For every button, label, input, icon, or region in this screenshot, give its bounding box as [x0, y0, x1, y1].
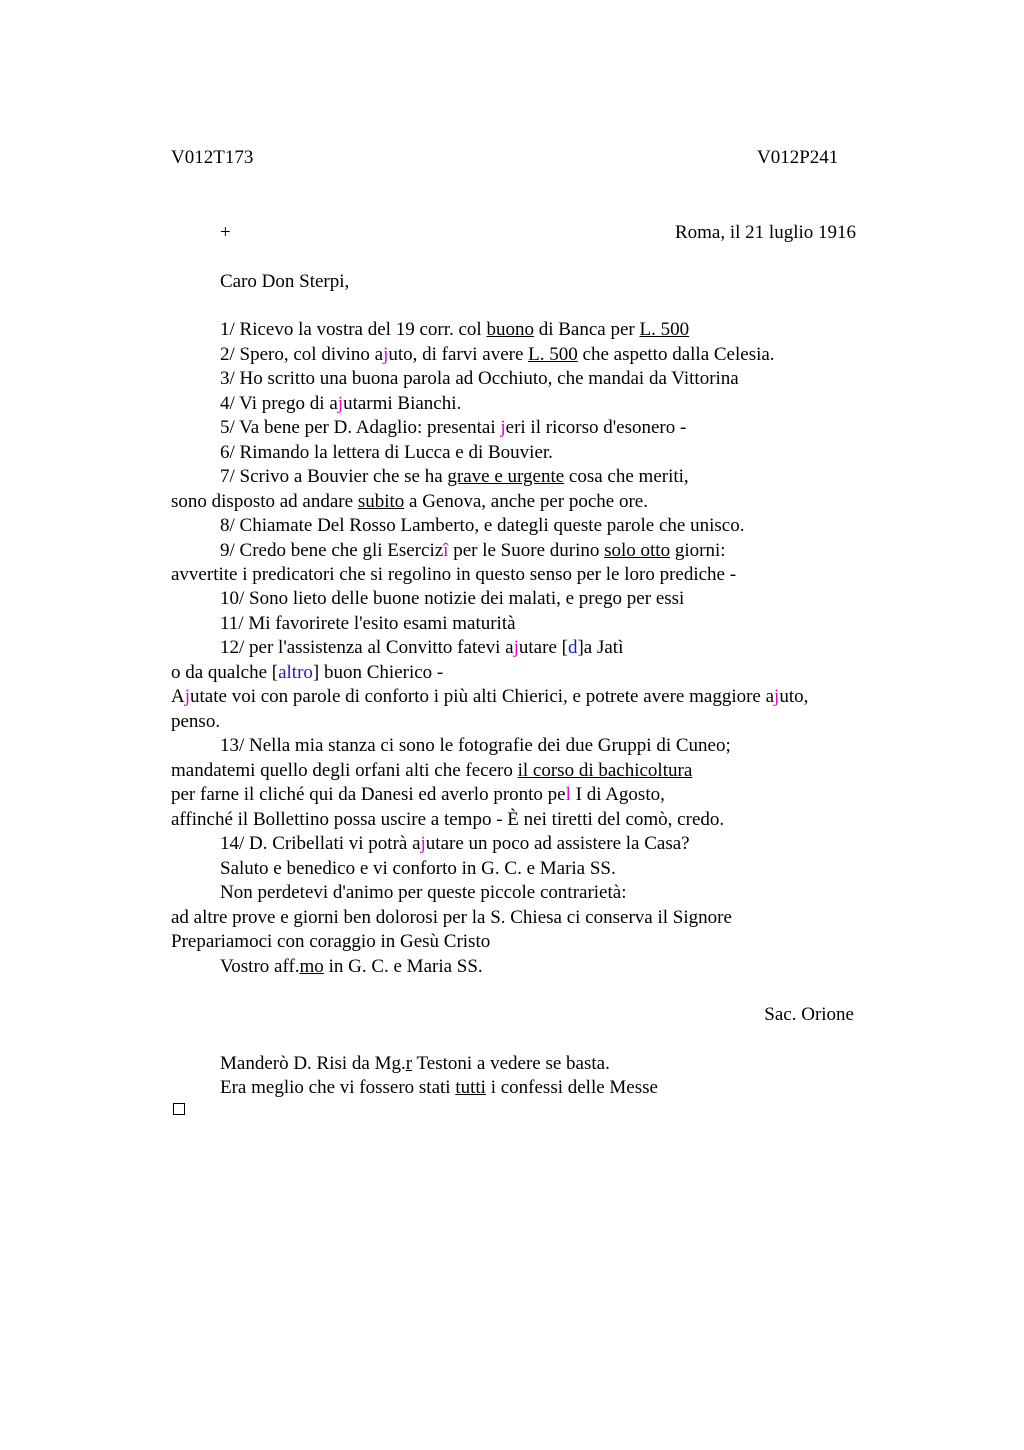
postscript-line: Manderò D. Risi da Mg.r Testoni a vedere se basta. [220, 1053, 610, 1074]
letter-line: 2/ Spero, col divino ajuto, di farvi avere L. 500 che aspetto dalla Celesia. [220, 344, 775, 365]
letter-line: ad altre prove e giorni ben dolorosi per la S. Chiesa ci conserva il Signore [171, 907, 732, 928]
salutation: Caro Don Sterpi, [220, 271, 350, 292]
letter-line: affinché il Bollettino possa uscire a tempo - È nei tiretti del comò, credo. [171, 809, 725, 830]
letter-line: avvertite i predicatori che si regolino in questo senso per le loro prediche - [171, 564, 737, 585]
letter-line: per farne il cliché qui da Danesi ed averlo pronto pel I di Agosto, [171, 784, 665, 805]
letter-line: Saluto e benedico e vi conforto in G. C. e Maria SS. [220, 858, 616, 879]
end-of-document-box-icon [173, 1103, 185, 1115]
letter-line: 14/ D. Cribellati vi potrà ajutare un poco ad assistere la Casa? [220, 833, 690, 854]
letter-line: Ajutate voi con parole di conforto i più alti Chierici, e potrete avere maggiore ajuto, [171, 686, 809, 707]
cross-mark: + [220, 222, 231, 243]
letter-line: 7/ Scrivo a Bouvier che se ha grave e urgente cosa che meriti, [220, 466, 689, 487]
postscript-line: Era meglio che vi fossero stati tutti i confessi delle Messe [220, 1077, 658, 1098]
doc-code-left: V012T173 [171, 147, 254, 168]
closing-line: Vostro aff.mo in G. C. e Maria SS. [220, 956, 483, 977]
letter-line: 6/ Rimando la lettera di Lucca e di Bouvier. [220, 442, 553, 463]
letter-line: 1/ Ricevo la vostra del 19 corr. col buono di Banca per L. 500 [220, 319, 690, 340]
letter-line: mandatemi quello degli orfani alti che fecero il corso di bachicoltura [171, 760, 693, 781]
letter-line: 12/ per l'assistenza al Convitto fatevi ajutare [d]a Jatì [220, 637, 624, 658]
letter-line: sono disposto ad andare subito a Genova, anche per poche ore. [171, 491, 648, 512]
doc-code-right: V012P241 [757, 147, 839, 168]
letter-line: 9/ Credo bene che gli Esercizî per le Suore durino solo otto giorni: [220, 540, 726, 561]
letter-line: 5/ Va bene per D. Adaglio: presentai jeri il ricorso d'esonero - [220, 417, 687, 438]
letter-line: 13/ Nella mia stanza ci sono le fotografie dei due Gruppi di Cuneo; [220, 735, 731, 756]
letter-line: o da qualche [altro] buon Chierico - [171, 662, 444, 683]
letter-line: penso. [171, 711, 221, 732]
letter-line: Non perdetevi d'animo per queste piccole contrarietà: [220, 882, 627, 903]
place-date: Roma, il 21 luglio 1916 [674, 222, 856, 243]
insertion-mark: î [443, 540, 449, 561]
letter-line: Prepariamoci con coraggio in Gesù Cristo [171, 931, 491, 952]
letter-line: 4/ Vi prego di ajutarmi Bianchi. [220, 393, 462, 414]
letter-line: 3/ Ho scritto una buona parola ad Occhiuto, che mandai da Vittorina [220, 368, 739, 389]
letter-line: 11/ Mi favorirete l'esito esami maturità [220, 613, 516, 634]
letter-line: 10/ Sono lieto delle buone notizie dei malati, e prego per essi [220, 588, 685, 609]
signature: Sac. Orione [764, 1004, 854, 1025]
letter-line: 8/ Chiamate Del Rosso Lamberto, e dategli queste parole che unisco. [220, 515, 745, 536]
